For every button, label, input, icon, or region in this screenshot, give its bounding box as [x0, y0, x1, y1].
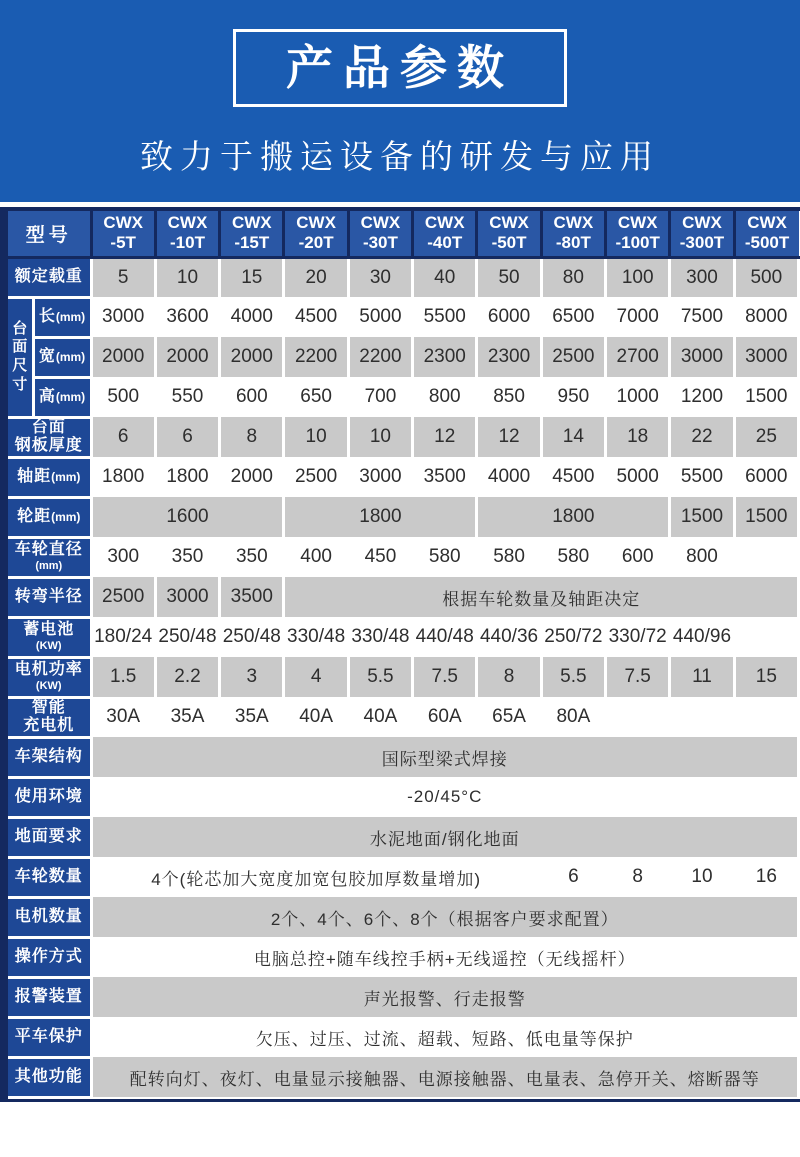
spec-cell: 6 [541, 857, 605, 897]
spec-cell: 35A [155, 697, 219, 737]
row-label: 其他功能 [8, 1057, 91, 1097]
spec-cell: 2.2 [155, 657, 219, 697]
table-row [8, 697, 799, 737]
table-row [8, 377, 799, 417]
spec-cell: 2500 [91, 577, 155, 617]
table-row [8, 817, 799, 857]
spec-cell: 5000 [606, 457, 670, 497]
spec-cell: 50 [477, 257, 541, 297]
spec-cell: 5500 [413, 297, 477, 337]
spec-cell: 100 [606, 257, 670, 297]
spec-cell: 1200 [670, 377, 734, 417]
row-label: 台面 钢板厚度 [8, 417, 91, 457]
model-header: CWX -300T [670, 211, 734, 257]
spec-cell: 5 [91, 257, 155, 297]
spec-cell: 35A [220, 697, 284, 737]
row-label: 报警装置 [8, 977, 91, 1017]
row-label: 蓄电池 (KW) [8, 617, 91, 657]
row-label: 轴距(mm) [8, 457, 91, 497]
model-header: CWX -50T [477, 211, 541, 257]
spec-cell: 1600 [91, 497, 284, 537]
row-label: 车架结构 [8, 737, 91, 777]
table-row [8, 497, 799, 537]
table-header-row [8, 211, 799, 257]
spec-cell: 40A [348, 697, 412, 737]
banner-subtitle: 致力于搬运设备的研发与应用 [140, 138, 660, 175]
spec-cell: 2200 [284, 337, 348, 377]
spec-table-wrapper [0, 207, 800, 1102]
table-row [8, 577, 799, 617]
spec-cell: 10 [284, 417, 348, 457]
spec-cell: 2200 [348, 337, 412, 377]
spec-cell: 7000 [606, 297, 670, 337]
row-label: 高(mm) [33, 377, 91, 417]
spec-cell: 6000 [477, 297, 541, 337]
spec-cell: 2500 [284, 457, 348, 497]
spec-cell: 12 [477, 417, 541, 457]
spec-cell: 3000 [155, 577, 219, 617]
spec-cell: 800 [670, 537, 734, 577]
spec-cell: 1500 [670, 497, 734, 537]
spec-cell: 6500 [541, 297, 605, 337]
spec-table-body [8, 211, 799, 1097]
spec-cell: 600 [606, 537, 670, 577]
product-params-banner [0, 0, 800, 202]
spec-cell: 2300 [413, 337, 477, 377]
spec-cell: 250/72 [541, 617, 605, 657]
spec-cell: 22 [670, 417, 734, 457]
corner-model-label: 型号 [8, 211, 91, 257]
row-label: 操作方式 [8, 937, 91, 977]
spec-cell: 6 [155, 417, 219, 457]
spec-cell: 3500 [413, 457, 477, 497]
spec-cell: 8 [477, 657, 541, 697]
spec-cell: 850 [477, 377, 541, 417]
page-title: 产品参数 [286, 41, 514, 94]
spec-cell: 40 [413, 257, 477, 297]
spec-cell: 5.5 [541, 657, 605, 697]
table-row [8, 457, 799, 497]
spec-cell: 330/48 [284, 617, 348, 657]
spec-cell: 11 [670, 657, 734, 697]
model-header: CWX -100T [606, 211, 670, 257]
spec-cell: 300 [670, 257, 734, 297]
spec-cell: 6000 [734, 457, 798, 497]
spec-cell: 700 [348, 377, 412, 417]
spec-cell: 30A [91, 697, 155, 737]
model-header: CWX -10T [155, 211, 219, 257]
title-box [233, 29, 567, 107]
table-row [8, 777, 799, 817]
spec-cell: 5.5 [348, 657, 412, 697]
spec-cell: 8 [606, 857, 670, 897]
spec-cell: 350 [220, 537, 284, 577]
spec-cell: 3500 [220, 577, 284, 617]
spec-cell: 1800 [91, 457, 155, 497]
table-row [8, 337, 799, 377]
model-header: CWX -40T [413, 211, 477, 257]
spec-cell: 1800 [284, 497, 477, 537]
spec-cell: 水泥地面/钢化地面 [91, 817, 798, 857]
spec-cell: 30 [348, 257, 412, 297]
spec-cell: 2000 [91, 337, 155, 377]
spec-cell: 4个(轮芯加大宽度加宽包胶加厚数量增加) [91, 857, 541, 897]
spec-cell [734, 537, 798, 577]
spec-cell: 65A [477, 697, 541, 737]
row-label: 轮距(mm) [8, 497, 91, 537]
row-group-label: 台 面 尺 寸 [8, 297, 33, 417]
spec-cell: 10 [670, 857, 734, 897]
model-header: CWX -20T [284, 211, 348, 257]
spec-cell: 7.5 [606, 657, 670, 697]
spec-cell: 2700 [606, 337, 670, 377]
spec-cell: 180/24 [91, 617, 155, 657]
spec-cell: 5000 [348, 297, 412, 337]
row-label: 转弯半径 [8, 577, 91, 617]
table-row [8, 257, 799, 297]
spec-cell: 440/36 [477, 617, 541, 657]
spec-cell: 450 [348, 537, 412, 577]
table-row [8, 937, 799, 977]
spec-cell: 650 [284, 377, 348, 417]
spec-cell: 40A [284, 697, 348, 737]
spec-cell: 950 [541, 377, 605, 417]
spec-cell: 60A [413, 697, 477, 737]
table-row [8, 617, 799, 657]
spec-cell: 500 [734, 257, 798, 297]
table-row [8, 537, 799, 577]
spec-cell: 250/48 [155, 617, 219, 657]
row-label: 电机数量 [8, 897, 91, 937]
spec-cell: 5500 [670, 457, 734, 497]
spec-cell: 8 [220, 417, 284, 457]
row-label: 车轮数量 [8, 857, 91, 897]
model-header: CWX -5T [91, 211, 155, 257]
spec-cell: 4000 [477, 457, 541, 497]
spec-cell: 14 [541, 417, 605, 457]
spec-table [8, 211, 800, 1099]
table-row [8, 1017, 799, 1057]
spec-cell: 1500 [734, 497, 798, 537]
table-row [8, 857, 799, 897]
spec-cell: 330/48 [348, 617, 412, 657]
spec-cell: 7.5 [413, 657, 477, 697]
spec-cell: 16 [734, 857, 798, 897]
spec-cell: 440/96 [670, 617, 734, 657]
spec-cell: 330/72 [606, 617, 670, 657]
spec-cell: 80A [541, 697, 605, 737]
spec-cell: 电脑总控+随车线控手柄+无线遥控（无线摇杆） [91, 937, 798, 977]
spec-cell: 580 [413, 537, 477, 577]
spec-cell: 3000 [348, 457, 412, 497]
spec-cell: 2500 [541, 337, 605, 377]
spec-cell: 440/48 [413, 617, 477, 657]
model-header: CWX -15T [220, 211, 284, 257]
table-row [8, 897, 799, 937]
table-row [8, 977, 799, 1017]
row-label: 额定载重 [8, 257, 91, 297]
spec-cell: 4500 [284, 297, 348, 337]
spec-cell: 10 [155, 257, 219, 297]
spec-cell: 声光报警、行走报警 [91, 977, 798, 1017]
spec-cell: 25 [734, 417, 798, 457]
table-row [8, 657, 799, 697]
spec-cell: 1800 [155, 457, 219, 497]
spec-cell: 800 [413, 377, 477, 417]
spec-cell: 2300 [477, 337, 541, 377]
row-label: 地面要求 [8, 817, 91, 857]
spec-cell: 3600 [155, 297, 219, 337]
spec-cell: -20/45°C [91, 777, 798, 817]
spec-cell [606, 697, 670, 737]
row-label: 智能 充电机 [8, 697, 91, 737]
row-label: 电机功率 (KW) [8, 657, 91, 697]
spec-cell: 3000 [91, 297, 155, 337]
spec-cell: 20 [284, 257, 348, 297]
table-row [8, 417, 799, 457]
spec-cell: 580 [541, 537, 605, 577]
model-header: CWX -500T [734, 211, 798, 257]
spec-cell: 80 [541, 257, 605, 297]
spec-cell: 3000 [670, 337, 734, 377]
row-label: 使用环境 [8, 777, 91, 817]
spec-cell: 欠压、过压、过流、超载、短路、低电量等保护 [91, 1017, 798, 1057]
spec-cell: 300 [91, 537, 155, 577]
row-label: 宽(mm) [33, 337, 91, 377]
spec-cell: 600 [220, 377, 284, 417]
spec-cell: 8000 [734, 297, 798, 337]
spec-cell: 4500 [541, 457, 605, 497]
table-row [8, 297, 799, 337]
spec-cell: 18 [606, 417, 670, 457]
spec-cell: 7500 [670, 297, 734, 337]
spec-cell: 3000 [734, 337, 798, 377]
spec-cell: 国际型梁式焊接 [91, 737, 798, 777]
spec-cell: 根据车轮数量及轴距决定 [284, 577, 799, 617]
row-label: 平车保护 [8, 1017, 91, 1057]
spec-cell: 1500 [734, 377, 798, 417]
spec-cell: 4000 [220, 297, 284, 337]
model-header: CWX -80T [541, 211, 605, 257]
spec-cell: 2000 [220, 457, 284, 497]
spec-cell: 250/48 [220, 617, 284, 657]
spec-cell [670, 697, 734, 737]
spec-cell [734, 617, 798, 657]
spec-cell: 2000 [220, 337, 284, 377]
spec-cell: 4 [284, 657, 348, 697]
spec-cell: 580 [477, 537, 541, 577]
spec-cell: 15 [220, 257, 284, 297]
table-row [8, 737, 799, 777]
model-header: CWX -30T [348, 211, 412, 257]
row-label: 长(mm) [33, 297, 91, 337]
spec-cell: 10 [348, 417, 412, 457]
spec-cell: 3 [220, 657, 284, 697]
row-label: 车轮直径 (mm) [8, 537, 91, 577]
spec-cell: 1800 [477, 497, 670, 537]
spec-cell: 1000 [606, 377, 670, 417]
spec-cell: 2000 [155, 337, 219, 377]
spec-cell: 12 [413, 417, 477, 457]
spec-cell: 配转向灯、夜灯、电量显示接触器、电源接触器、电量表、急停开关、熔断器等 [91, 1057, 798, 1097]
spec-cell: 1.5 [91, 657, 155, 697]
spec-cell: 500 [91, 377, 155, 417]
spec-cell: 350 [155, 537, 219, 577]
spec-cell: 550 [155, 377, 219, 417]
spec-cell: 6 [91, 417, 155, 457]
table-row [8, 1057, 799, 1097]
spec-cell: 2个、4个、6个、8个（根据客户要求配置） [91, 897, 798, 937]
spec-cell [734, 697, 798, 737]
spec-cell: 400 [284, 537, 348, 577]
spec-cell: 15 [734, 657, 798, 697]
